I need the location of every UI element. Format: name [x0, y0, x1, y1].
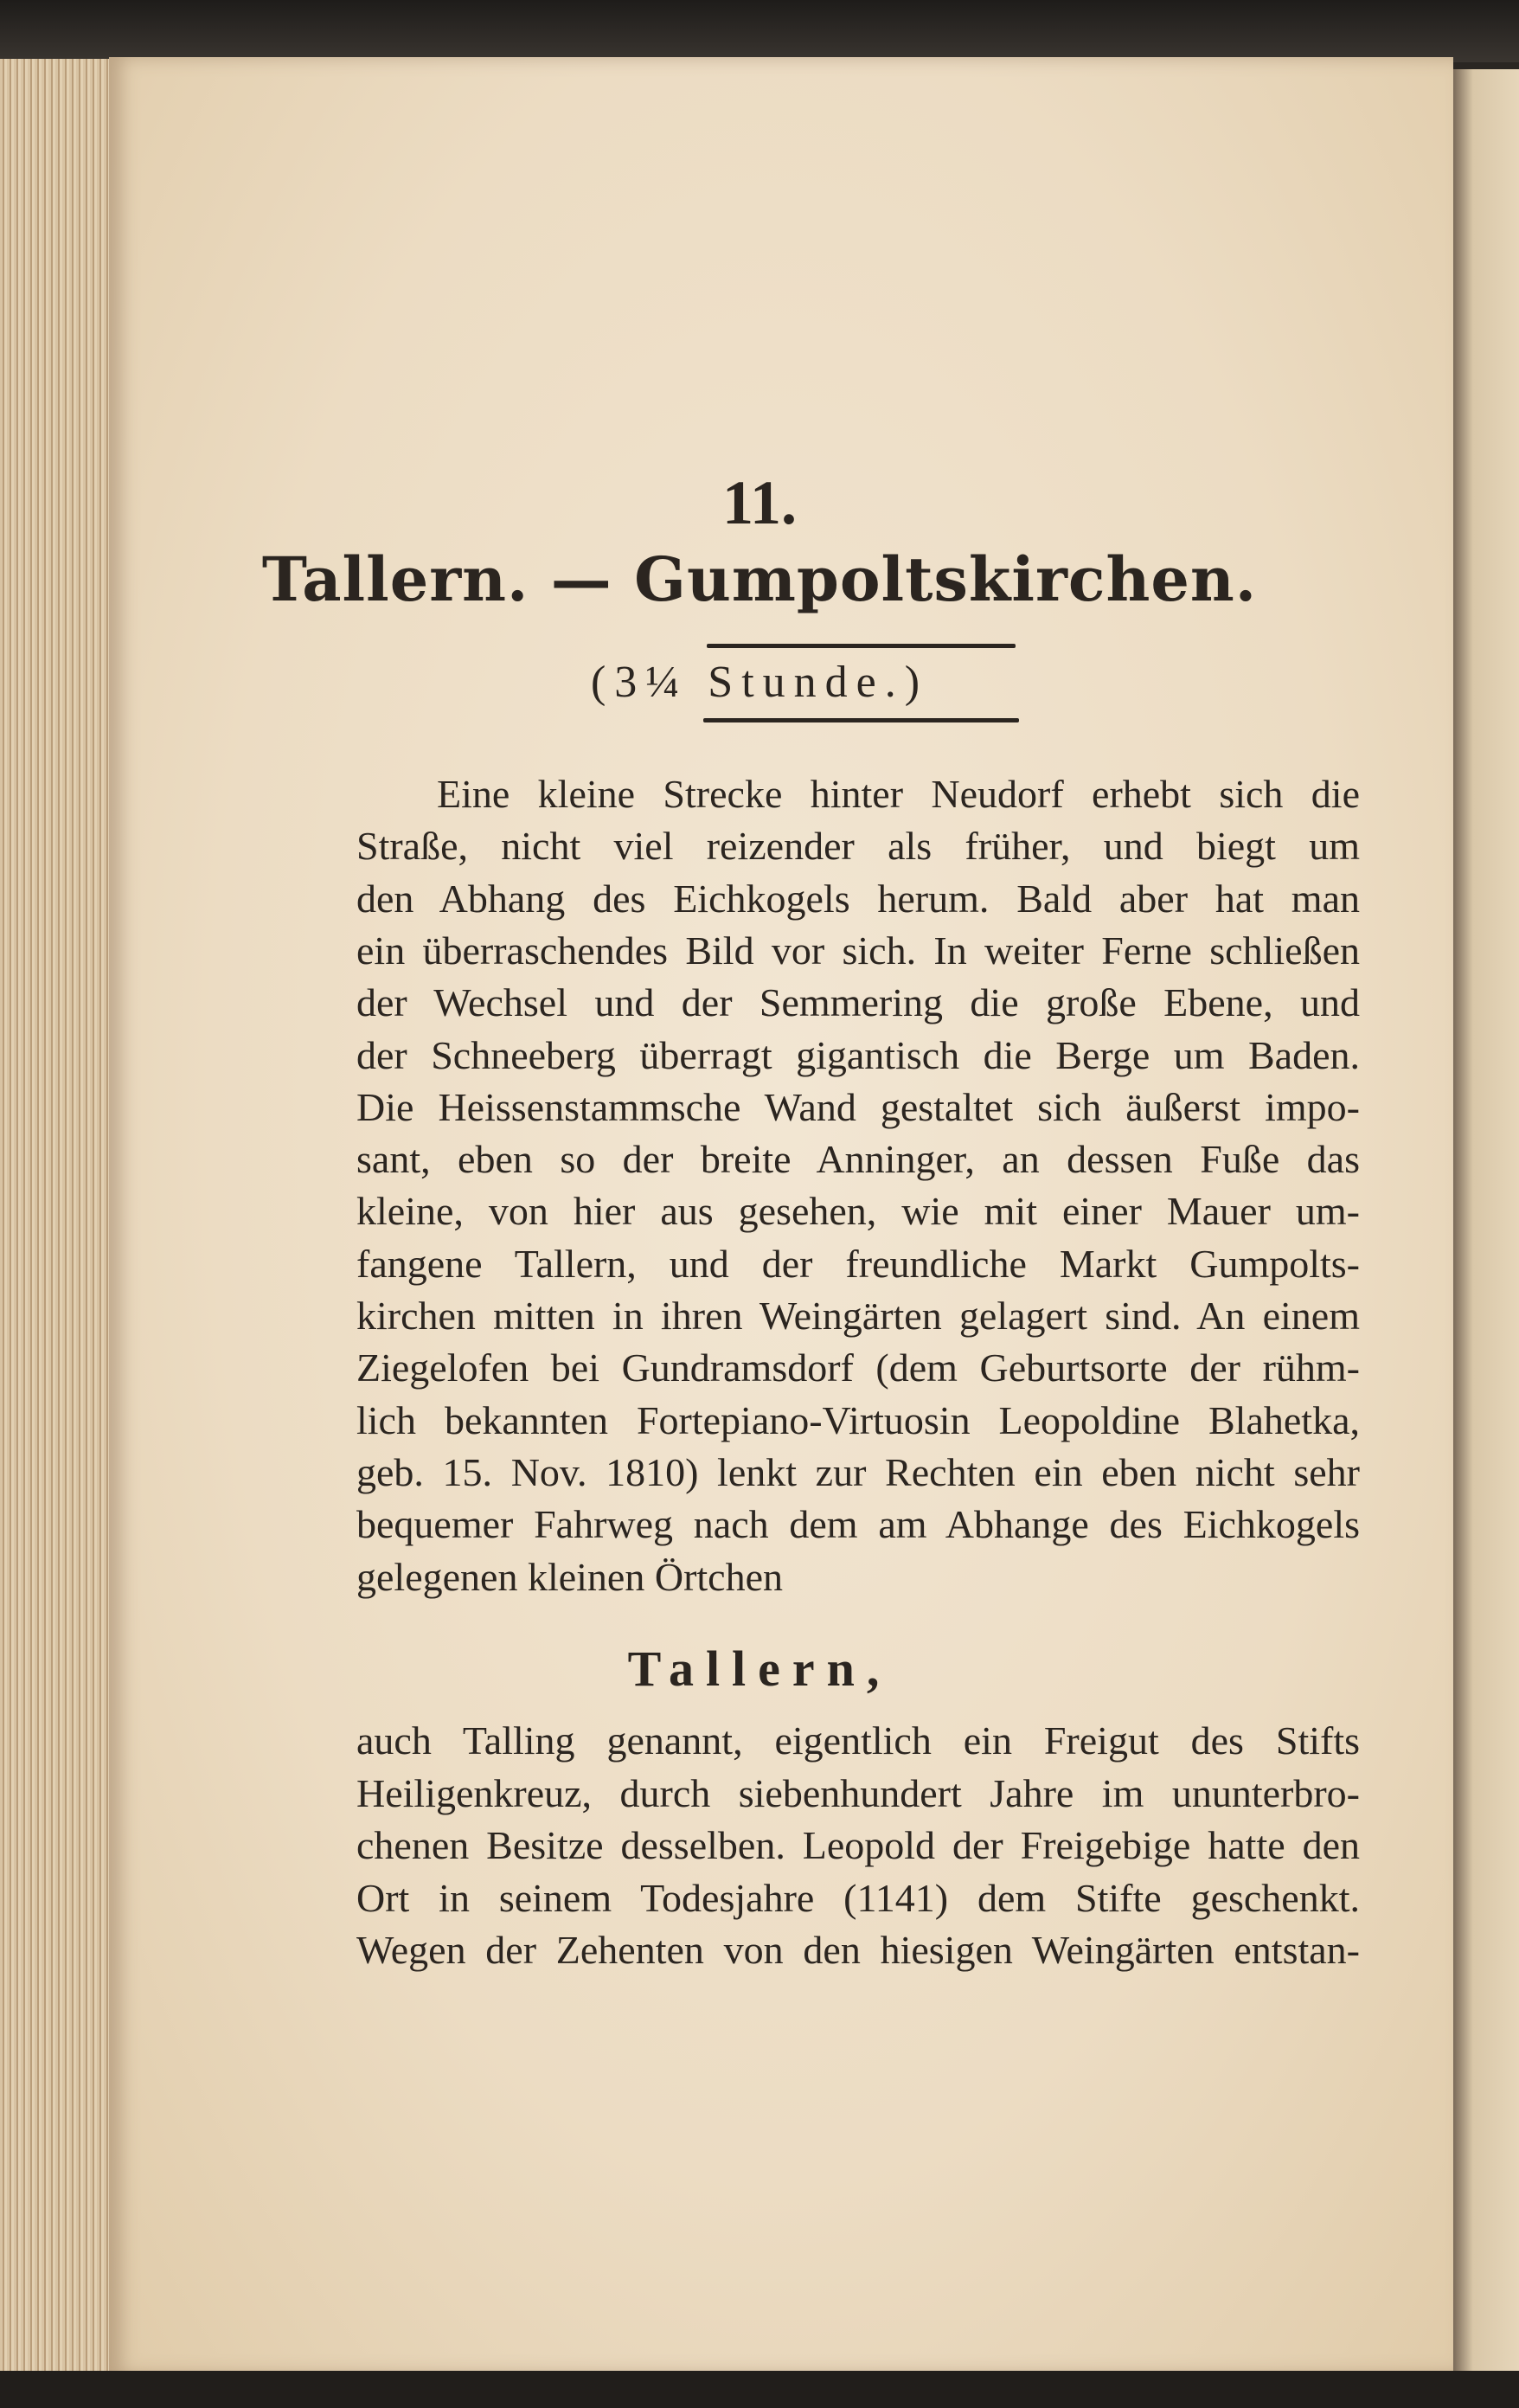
text-line: Ort in seinem Todesjahre (1141) dem Stifte geschenkt. — [356, 1875, 1360, 1920]
section-heading: Tallern, — [627, 1641, 892, 1697]
divider-rule-bottom — [703, 718, 1019, 722]
chapter-number: 11. — [721, 468, 798, 537]
text-line: fangene Tallern, und der freundliche Markt Gumpolts- — [356, 1241, 1360, 1286]
text-line: Wegen der Zehenten von den hiesigen Weingärten entstan- — [356, 1928, 1360, 1972]
divider-rule-top — [707, 644, 1016, 648]
text-line: den Abhang des Eichkogels herum. Bald aber hat man — [356, 876, 1360, 921]
text-line: der Schneeberg überragt gigantisch die Berge um Baden. — [356, 1032, 1360, 1077]
text-line: auch Talling genannt, eigentlich ein Freigut des Stifts — [356, 1718, 1360, 1763]
text-line: ein überraschendes Bild vor sich. In weiter Ferne schließen — [356, 928, 1360, 973]
text-line: lich bekannten Fortepiano-Virtuosin Leopoldine Blahetka, — [356, 1397, 1360, 1442]
chapter-title: Tallern. — Gumpoltskirchen. — [261, 543, 1258, 615]
facing-page-edge — [1453, 69, 1519, 2375]
text-line: chenen Besitze desselben. Leopold der Freigebige hatte den — [356, 1823, 1360, 1867]
chapter-duration: (3¼ Stunde.) — [590, 658, 929, 707]
text-line: sant, eben so der breite Anninger, an dessen Fuße das — [356, 1137, 1360, 1182]
book-page-edges — [0, 59, 111, 2378]
text-line: Heiligenkreuz, durch siebenhundert Jahre im ununterbro- — [356, 1770, 1360, 1815]
text-line: kirchen mitten in ihren Weingärten gelagert sind. An einem — [356, 1294, 1360, 1338]
text-line: der Wechsel und der Semmering die große Ebene, und — [356, 980, 1360, 1025]
text-line: kleine, von hier aus gesehen, wie mit einer Mauer um- — [356, 1189, 1360, 1234]
text-line: Straße, nicht viel reizender als früher, und biegt um — [356, 824, 1360, 869]
text-line: Ziegelofen bei Gundramsdorf (dem Geburtsorte der rühm- — [356, 1345, 1360, 1390]
scanner-background-top — [0, 0, 1519, 62]
scanner-background-bottom — [0, 2371, 1519, 2408]
text-line: geb. 15. Nov. 1810) lenkt zur Rechten ein eben nicht sehr — [356, 1449, 1360, 1494]
text-line: bequemer Fahrweg nach dem am Abhange des Eichkogels — [356, 1502, 1360, 1547]
text-line: Die Heissenstammsche Wand gestaltet sich äußerst impo- — [356, 1084, 1360, 1129]
text-line: gelegenen kleinen Örtchen — [356, 1554, 783, 1599]
text-line: Eine kleine Strecke hinter Neudorf erhebt sich die — [437, 772, 1360, 816]
